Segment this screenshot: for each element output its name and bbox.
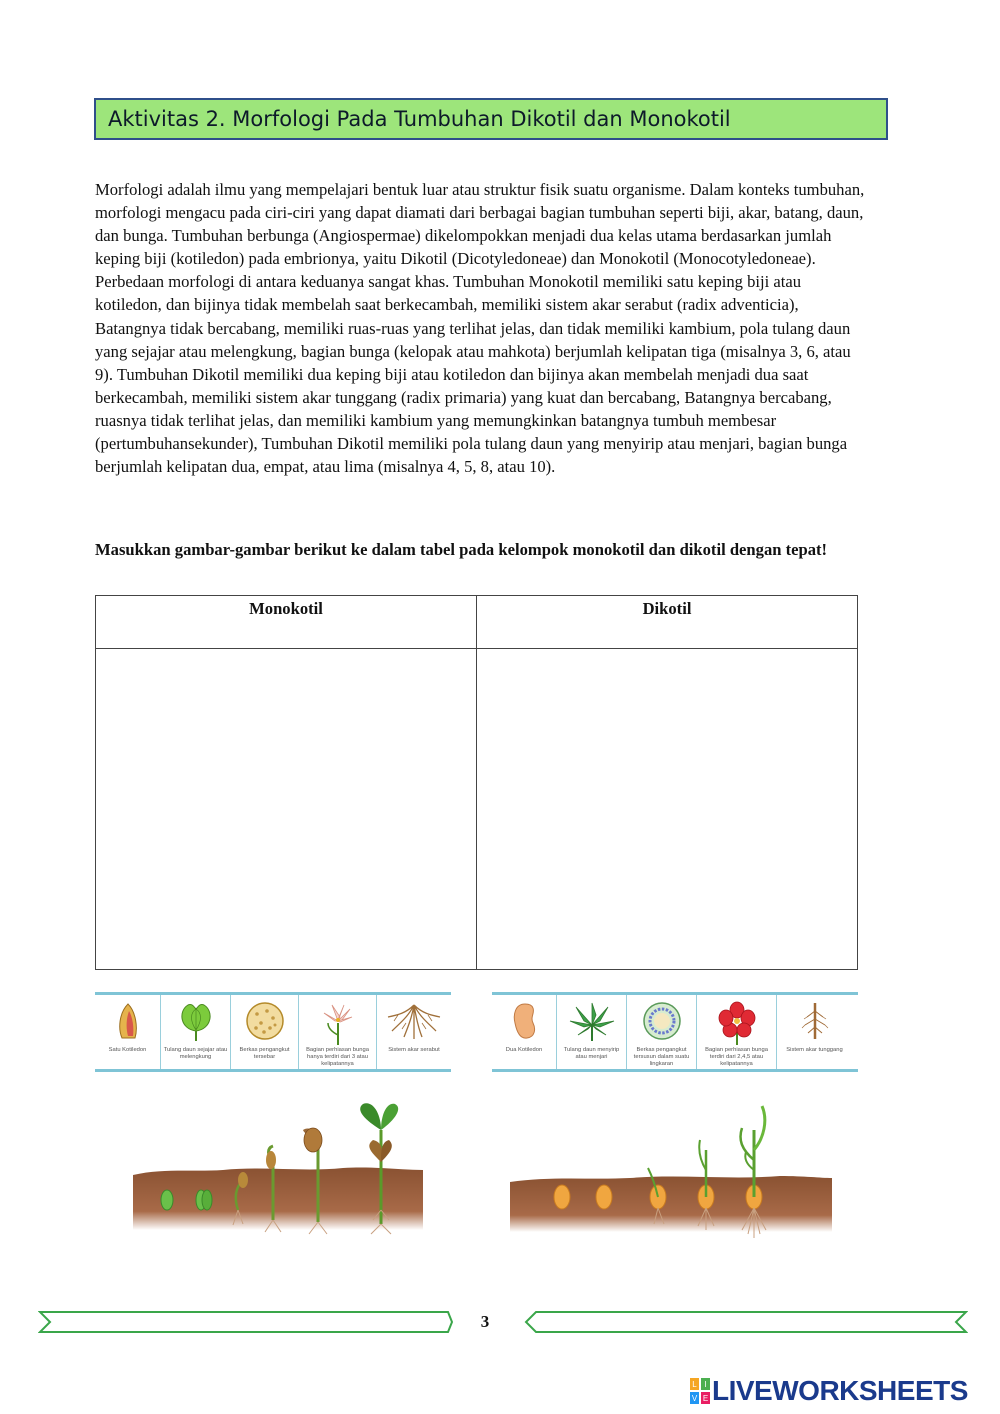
svg-text:V: V: [691, 1394, 698, 1403]
taproot-icon: [795, 1001, 835, 1041]
dicot-germination-illustration[interactable]: [133, 1100, 423, 1235]
fibrous-root-icon: [384, 1001, 444, 1041]
card-dua-kotiledon[interactable]: [492, 995, 557, 1069]
svg-text:I: I: [704, 1380, 707, 1389]
card-satu-kotiledon[interactable]: [95, 995, 161, 1069]
card-label: Satu Kotiledon: [108, 1047, 147, 1053]
hibiscus-flower-icon: [717, 1001, 757, 1045]
activity-title-box: [94, 98, 888, 140]
intro-paragraph: Morfologi adalah ilmu yang mempelajari bentuk luar atau struktur fisik suatu organisme. Dalam konteks tumbuhan, morfologi mengacu pada ciri-ciri yang dapat diamati dari berbagai bagian tumbuhan seperti biji, akar, batang, daun, dan bunga. Tumbuhan berbunga (Angiospermae) dikelompokkan menjadi dua kelas utama berdasarkan jumlah keping biji (kotiledon) pada embrionya, yaitu Dikotil (Dicotyledoneae) dan Monokotil (Monocotyledoneae). Perbedaan morfologi di antara keduanya sangat khas. Tumbuhan Monokotil memiliki satu keping biji atau kotiledon, dan bijinya tidak membelah saat berkecambah, memiliki sistem akar serabut (radix adventicia), Batangnya tidak bercabang, memiliki ruas-ruas yang terlihat jelas, dan tidak memiliki kambium, pola tulang daun yang sejajar atau melengkung, bagian bunga (kelopak atau mahkota) berjumlah kelipatan tiga (misalnya 3, 6, atau 9). Tumbuhan Dikotil memiliki dua keping biji atau kotiledon dan bijinya akan membelah menjadi dua saat berkecambah, memiliki sistem akar tunggang (radix primaria) yang kuat dan bercabang, Batangnya bercabang, ruasnya tidak terlihat jelas, dan memiliki kambium yang memungkinkan batangnya tumbuh membesar (pertumbuhansekunder), Tumbuhan Dikotil memiliki pola tulang daun yang menyirip atau menjari, bagian bunga berjumlah kelipatan dua, empat, atau lima (misalnya 4, 5, 8, atau 10).: [95, 180, 865, 477]
dikotil-card-strip: [492, 992, 858, 1072]
card-label: Bagian perhiasan bunga terdiri dari 2,4,5 atau kelipatannya: [705, 1047, 768, 1067]
card-label: Berkas pengangkut tersusun dalam suatu lingkaran: [633, 1047, 690, 1067]
card-akar-serabut[interactable]: [377, 995, 451, 1069]
single-cotyledon-seed-icon: [113, 1001, 143, 1041]
footer-banner-right: [522, 1310, 968, 1334]
card-label: Bagian perhiasan bunga hanya terdiri dari 3 atau kelipatannya: [306, 1047, 369, 1067]
liveworksheets-brand: [690, 1376, 968, 1406]
parallel-vein-leaf-icon: [176, 1001, 216, 1043]
scattered-vascular-bundle-icon: [245, 1001, 285, 1041]
activity-title: Aktivitas 2. Morfologi Pada Tumbuhan Dikotil dan Monokotil: [108, 107, 731, 131]
card-label: Tulang daun menyirip atau menjari: [563, 1047, 620, 1060]
header-monokotil: Monokotil: [96, 596, 477, 649]
instruction-text: Masukkan gambar-gambar berikut ke dalam tabel pada kelompok monokotil dan dikotil dengan tepat!: [95, 540, 828, 559]
page-number: 3: [480, 1312, 490, 1331]
drop-zone-dikotil[interactable]: [477, 649, 858, 970]
card-berkas-pengangkut-tersebar[interactable]: [231, 995, 299, 1069]
card-akar-tunggang[interactable]: [777, 995, 852, 1069]
sorting-table: [95, 595, 858, 970]
palmate-leaf-icon: [568, 1001, 616, 1043]
lily-flower-icon: [318, 1001, 358, 1045]
card-label: Sistem akar tunggang: [786, 1047, 843, 1053]
footer-banner-left: [38, 1310, 454, 1334]
ring-vascular-bundle-icon: [642, 1001, 682, 1041]
drop-zone-monokotil[interactable]: [96, 649, 477, 970]
card-label: Dua Kotiledon: [505, 1047, 543, 1053]
svg-text:L: L: [692, 1380, 697, 1389]
card-tulang-daun-menyirip[interactable]: [557, 995, 627, 1069]
brand-wordmark: LIVEWORKSHEETS: [712, 1375, 968, 1406]
card-bunga-kelipatan-empat-lima[interactable]: [697, 995, 777, 1069]
card-tulang-daun-sejajar[interactable]: [161, 995, 231, 1069]
header-dikotil: Dikotil: [477, 596, 858, 649]
card-label: Tulang daun sejajar atau melengkung: [163, 1047, 228, 1060]
monocot-germination-illustration[interactable]: [510, 1100, 832, 1240]
card-berkas-pengangkut-lingkaran[interactable]: [627, 995, 697, 1069]
card-label: Berkas pengangkut tersebar: [239, 1047, 290, 1060]
card-bunga-kelipatan-tiga[interactable]: [299, 995, 377, 1069]
card-label: Sistem akar serabut: [388, 1047, 440, 1053]
monokotil-card-strip: [95, 992, 451, 1072]
two-cotyledon-seed-icon: [509, 1001, 539, 1041]
svg-text:E: E: [702, 1394, 709, 1403]
liveworksheets-logo-icon: [690, 1378, 710, 1404]
